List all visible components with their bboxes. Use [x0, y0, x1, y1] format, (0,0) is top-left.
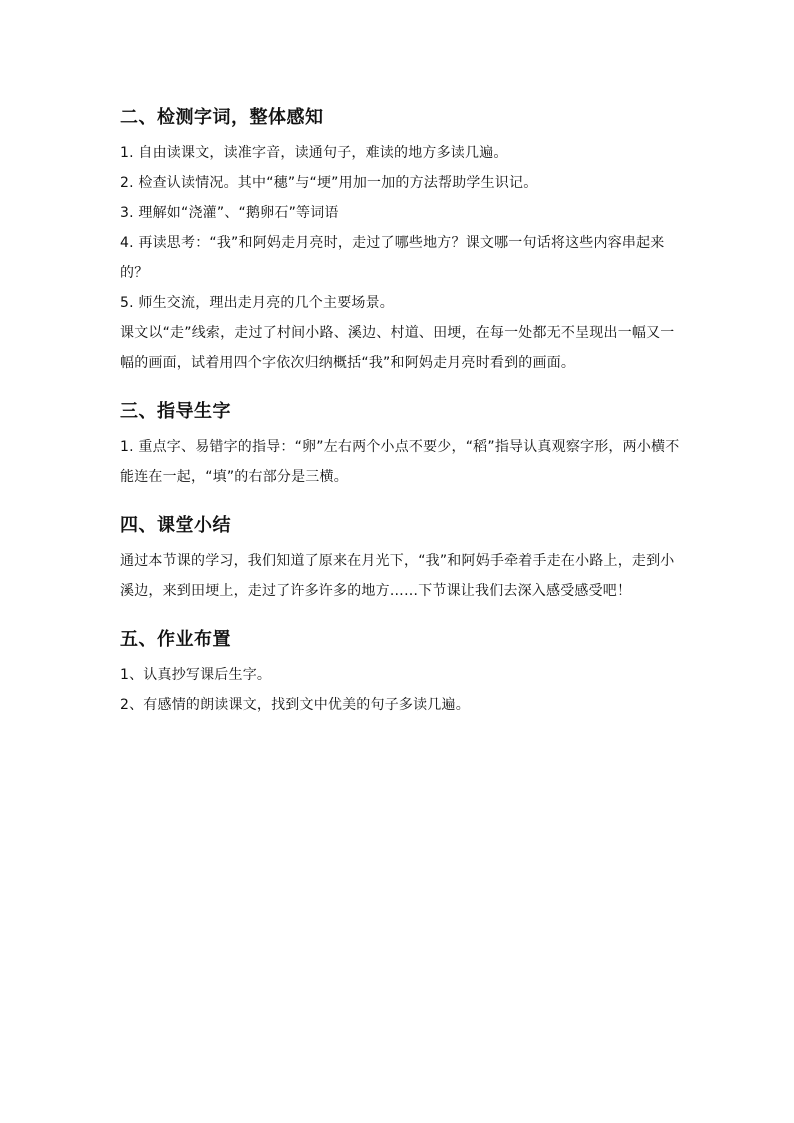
section-heading: 五、作业布置 [120, 629, 231, 650]
section-heading: 二、检测字词，整体感知 [120, 107, 324, 128]
section-detect-words [120, 104, 680, 378]
list-item: 1. 自由读课文，读准字音，读通句子，难读的地方多读几遍。 [120, 145, 508, 161]
paragraph: 通过本节课的学习，我们知道了原来在月光下，“我”和阿妈手牵着手走在小路上，走到小溪边，来到田埂上，走过了许多许多的地方……下节课让我们去深入感受感受吧！ [120, 553, 675, 599]
section-heading: 四、课堂小结 [120, 515, 231, 536]
list-item: 3. 理解如“浇灌”、“鹅卵石”等词语 [120, 205, 339, 221]
section-guide-characters [120, 398, 680, 492]
list-item: 2. 检查认读情况。其中“穗”与“埂”用加一加的方法帮助学生识记。 [120, 175, 538, 191]
list-item: 2、有感情的朗读课文，找到文中优美的句子多读几遍。 [120, 697, 470, 713]
document-page [120, 104, 680, 720]
list-item: 5. 师生交流，理出走月亮的几个主要场景。 [120, 295, 395, 311]
list-item: 1. 重点字、易错字的指导：“卵”左右两个小点不要少，“稻”指导认真观察字形，两小横不能连在一起，“填”的右部分是三横。 [120, 439, 680, 485]
section-heading: 三、指导生字 [120, 401, 231, 422]
section-class-summary [120, 512, 680, 606]
section-homework [120, 626, 680, 720]
list-item: 1、认真抄写课后生字。 [120, 667, 272, 683]
list-item: 4. 再读思考：“我”和阿妈走月亮时，走过了哪些地方？课文哪一句话将这些内容串起来的？ [120, 235, 665, 281]
paragraph: 课文以“走”线索，走过了村间小路、溪边、村道、田埂，在每一处都无不呈现出一幅又一幅的画面，试着用四个字依次归纳概括“我”和阿妈走月亮时看到的画面。 [120, 325, 675, 371]
